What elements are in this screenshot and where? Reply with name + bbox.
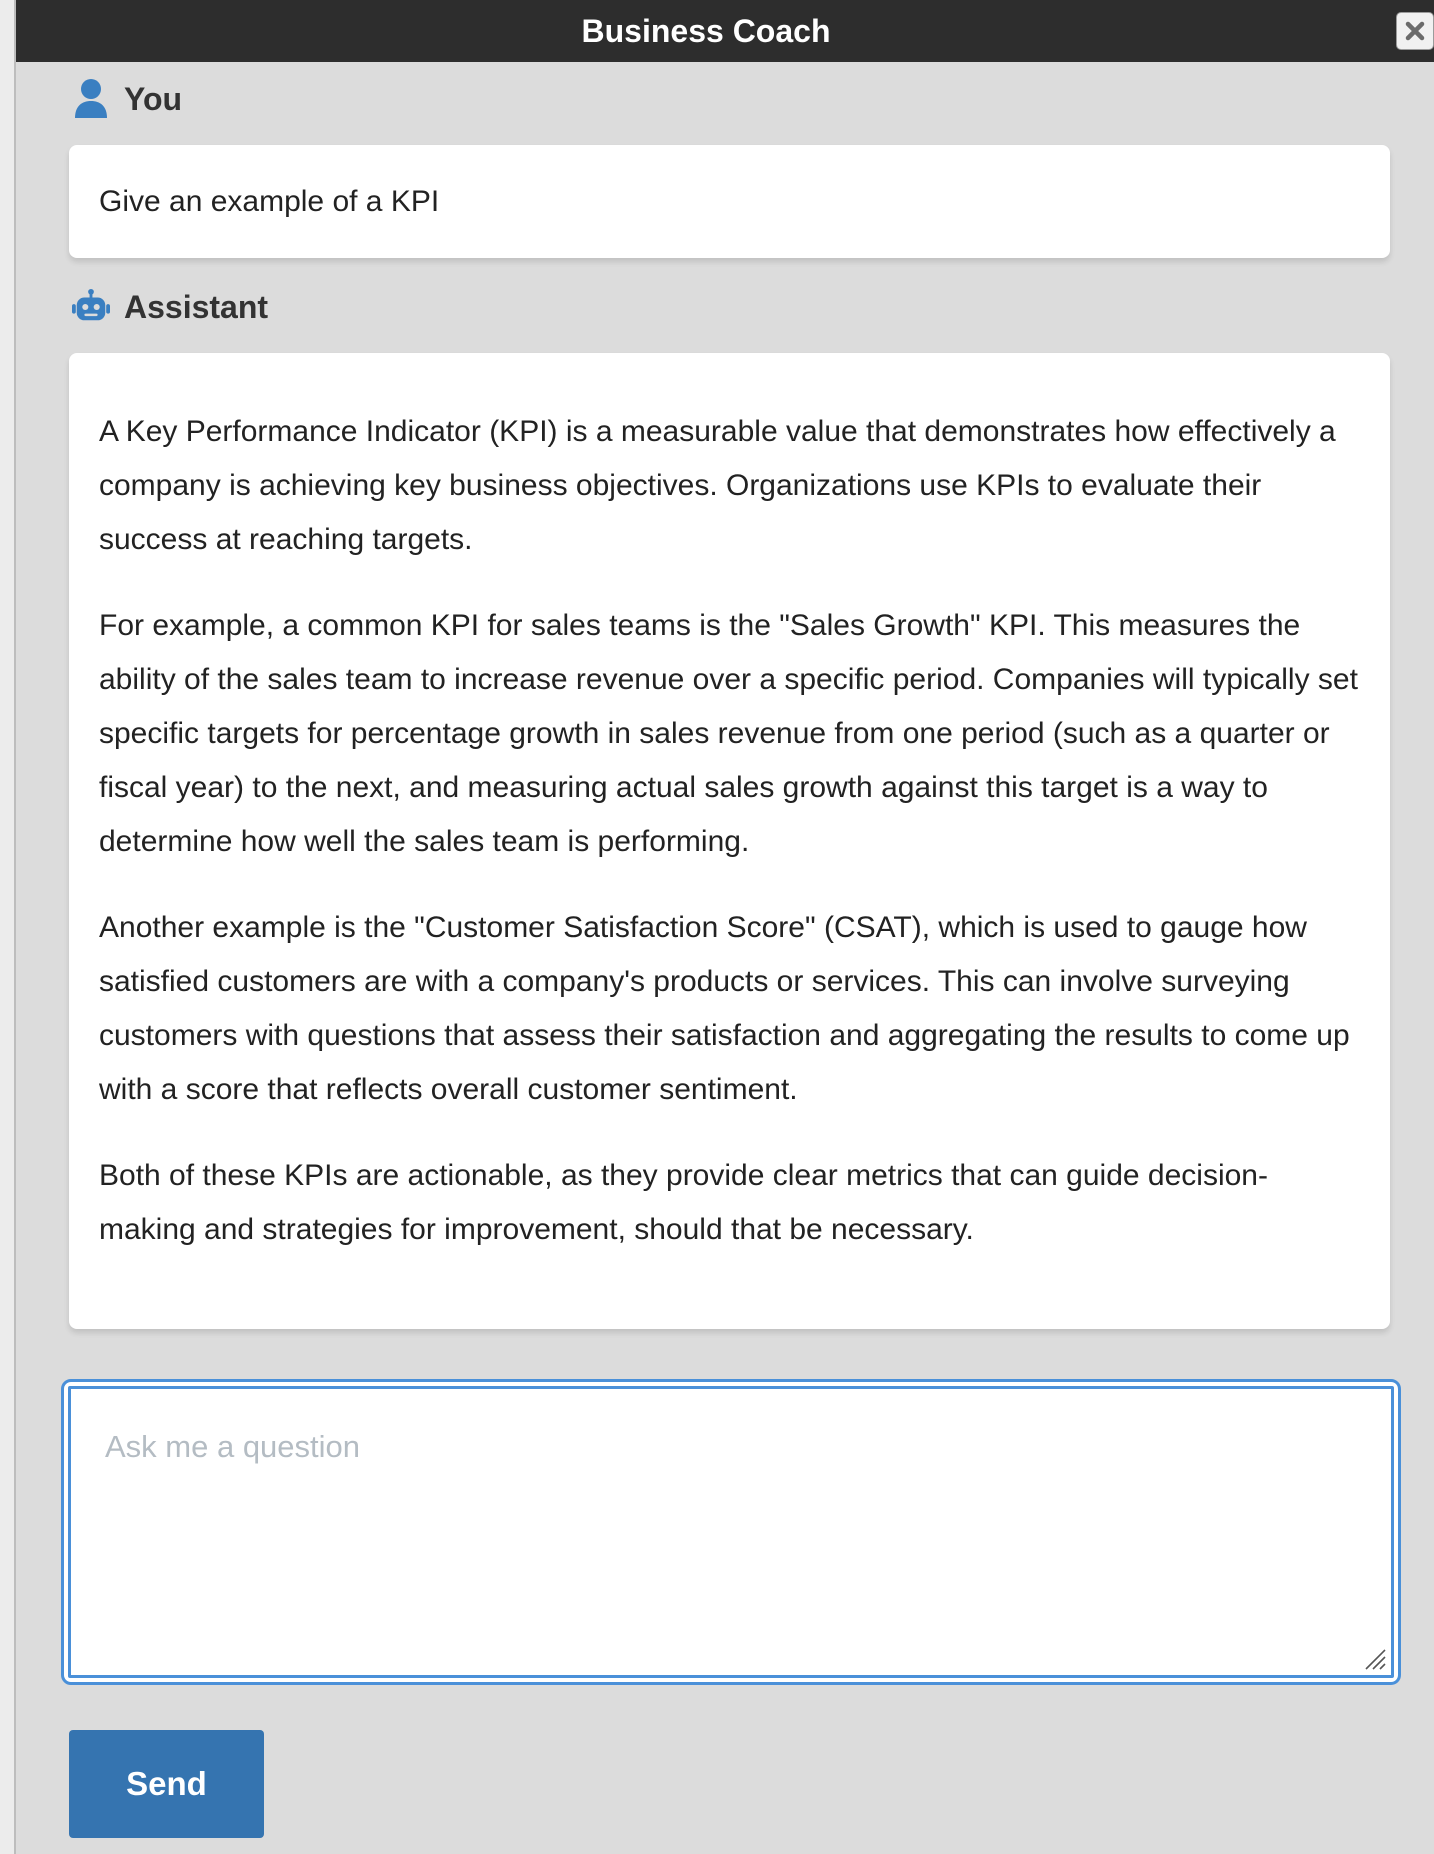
user-icon [72, 77, 110, 121]
user-message-bubble [69, 145, 1390, 258]
assistant-paragraph: For example, a common KPI for sales teams is the "Sales Growth" KPI. This measures the ability of the sales team to increase revenue over a specific period. Companies will typically set specific targets for percentage growth in sales revenue from one period (such as a quarter or fiscal year) to the next, and measuring actual sales growth against this target is a way to determine how well the sales team is performing. [99, 609, 1358, 858]
chat-window [14, 0, 1434, 1854]
close-x-icon [1404, 20, 1426, 42]
question-input[interactable] [68, 1386, 1394, 1678]
page-edge [0, 0, 14, 1854]
user-role-label: You [124, 80, 183, 117]
question-input-container [61, 1379, 1401, 1685]
assistant-role-label: Assistant [124, 288, 269, 325]
assistant-message-header [72, 282, 268, 332]
user-message-text: Give an example of a KPI [99, 185, 440, 218]
assistant-paragraph: A Key Performance Indicator (KPI) is a measurable value that demonstrates how effectively a company is achieving key business objectives. Organizations use KPIs to evaluate their success at reaching targets. [99, 415, 1336, 556]
assistant-paragraph: Another example is the "Customer Satisfaction Score" (CSAT), which is used to gauge how satisfied customers are with a company's products or services. This can involve surveying customers with questions that assess their satisfaction and aggregating the results to come up with a score that reflects overall customer sentiment. [99, 911, 1350, 1106]
assistant-message-bubble [69, 353, 1390, 1329]
send-button[interactable]: Send [69, 1730, 264, 1838]
close-button[interactable] [1396, 12, 1434, 50]
window-title: Business Coach [581, 13, 831, 49]
resize-handle-icon[interactable] [1360, 1644, 1386, 1670]
title-bar [16, 0, 1434, 62]
assistant-paragraph: Both of these KPIs are actionable, as they provide clear metrics that can guide decision-making and strategies for improvement, should that be necessary. [99, 1159, 1268, 1246]
robot-icon [72, 285, 110, 329]
user-message-header [72, 74, 182, 124]
